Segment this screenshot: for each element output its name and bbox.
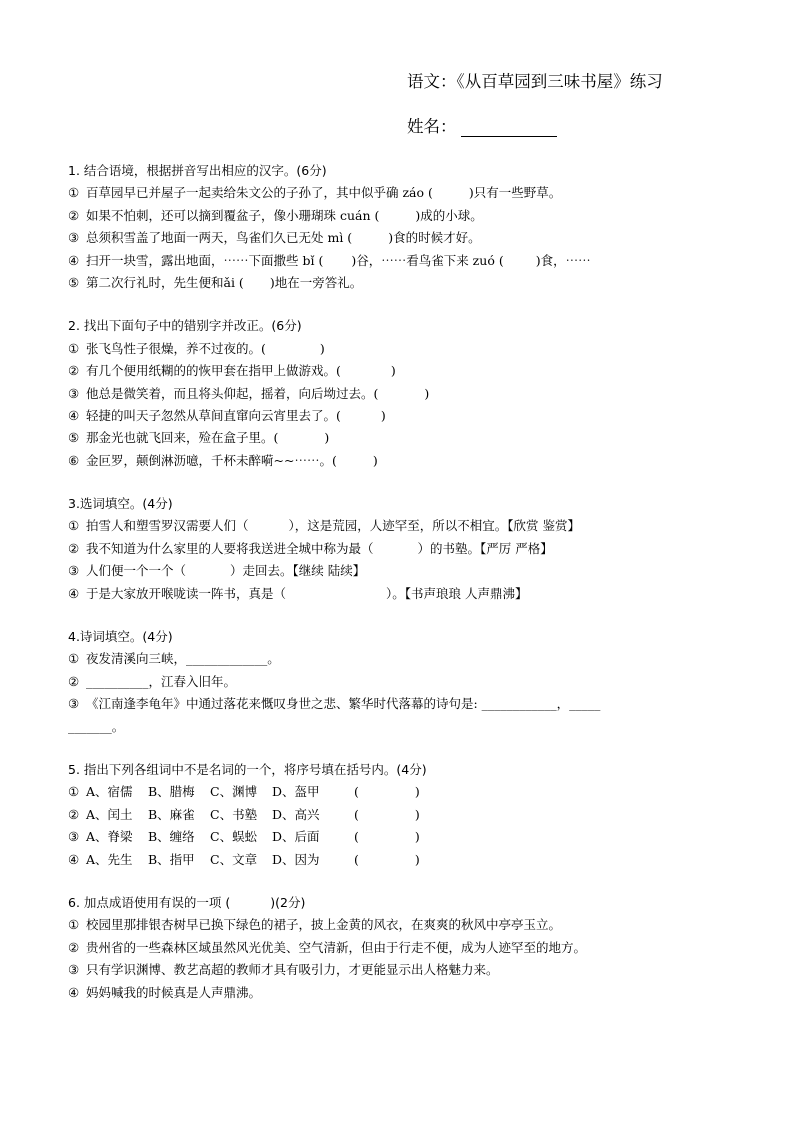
q5-item-1: ① A、宿儒 B、腊梅 C、渊博 D、盔甲 ( ) (68, 784, 420, 800)
page-title: 语文：《从百草园到三味书屋》练习 (407, 72, 663, 91)
name-label: 姓名： (407, 117, 457, 136)
q5-item-3: ③ A、脊梁 B、缠络 C、蜈蚣 D、后面 ( ) (68, 829, 420, 845)
q4-item-2: ② __________，江春入旧年。 (68, 673, 237, 689)
q4-item-3-continuation: _______。 (68, 718, 125, 734)
question-4 (68, 626, 758, 738)
question-3 (68, 493, 758, 605)
q2-item-2: ② 有几个便用纸糊的的恢甲套在指甲上做游戏。( ) (68, 363, 396, 379)
question-3-title: 3.选词填空。(4分) (68, 496, 173, 512)
name-blank[interactable] (461, 120, 557, 137)
q6-item-3: ③ 只有学识渊博、教艺高超的教师才具有吸引力，才更能显示出人格魅力来。 (68, 962, 499, 978)
q6-item-4: ④ 妈妈喊我的时候真是人声鼎沸。 (68, 984, 262, 1000)
q3-item-4: ④ 于是大家放开喉咙读一阵书，真是（ ）。【书声琅琅 人声鼎沸】 (68, 585, 528, 601)
q3-item-3: ③ 人们便一个一个（ ）走回去。【继续 陆续】 (68, 563, 366, 579)
q6-item-1: ① 校园里那排银杏树早已换下绿色的裙子，披上金黄的风衣，在爽爽的秋风中亭亭玉立。 (68, 917, 562, 933)
q5-item-4: ④ A、先生 B、指甲 C、文章 D、因为 ( ) (68, 851, 420, 867)
q2-item-4: ④ 轻捷的叫天子忽然从草间直窜向云宵里去了。( ) (68, 407, 386, 423)
q2-item-5: ⑤ 那金光也就飞回来，殓在盒子里。( ) (68, 430, 330, 446)
question-6 (68, 892, 758, 1004)
question-1-title: 1. 结合语境，根据拼音写出相应的汉字。(6分) (68, 163, 327, 178)
q1-item-1: ① 百草园早已并屋子一起卖给朱文公的子孙了，其中似乎确 záo ( )只有一些野草。 (68, 185, 562, 201)
question-2 (68, 315, 758, 472)
q3-item-1: ① 拍雪人和塑雪罗汉需要人们（ ），这是荒园，人迹罕至，所以不相宜。【欣赏 鉴赏】 (68, 518, 580, 534)
q1-item-3: ③ 总须积雪盖了地面一两天，鸟雀们久已无处 mì ( )食的时候才好。 (68, 230, 481, 246)
q2-item-3: ③ 他总是微笑着，而且将头仰起，摇着，向后坳过去。( ) (68, 385, 430, 401)
q2-item-6: ⑥ 金叵罗，颠倒淋沥噫，千杯未醉嗬~~⋯⋯。( ) (68, 452, 378, 468)
question-4-title: 4.诗词填空。(4分) (68, 629, 173, 645)
q1-item-4: ④ 扫开一块雪，露出地面，⋯⋯下面撒些 bǐ ( )谷，⋯⋯看鸟雀下来 zuó ( )食，⋯⋯ (68, 252, 591, 268)
q1-item-2: ② 如果不怕刺，还可以摘到覆盆子，像小珊瑚珠 cuán ( )成的小球。 (68, 207, 483, 223)
question-6-title: 6. 加点成语使用有误的一项 ( )(2分) (68, 894, 306, 910)
question-2-title: 2. 找出下面句子中的错别字并改正。(6分) (68, 318, 302, 334)
exercise-content (68, 160, 758, 1025)
question-1 (68, 160, 758, 294)
q5-item-2: ② A、闰土 B、麻雀 C、书塾 D、高兴 ( ) (68, 806, 420, 822)
q1-item-5: ⑤ 第二次行礼时，先生便和ǎi ( )地在一旁答礼。 (68, 274, 363, 290)
question-5 (68, 759, 758, 871)
q6-item-2: ② 贵州省的一些森林区域虽然风光优美、空气清新，但由于行走不便，成为人迹罕至的地方。 (68, 939, 587, 955)
q4-item-3: ③ 《江南逢李龟年》中通过落花来慨叹身世之悲、繁华时代落幕的诗句是: ____________，_____ (68, 696, 601, 712)
question-5-title: 5. 指出下列各组词中不是名词的一个，将序号填在括号内。(4分) (68, 761, 427, 777)
q2-item-1: ① 张飞鸟性子很燥，养不过夜的。( ) (68, 340, 325, 356)
q3-item-2: ② 我不知道为什么家里的人要将我送进全城中称为最（ ）的书塾。【严厉 严格】 (68, 540, 553, 556)
name-field[interactable] (407, 113, 557, 137)
q4-item-1: ① 夜发清溪向三峡，_____________。 (68, 651, 280, 667)
